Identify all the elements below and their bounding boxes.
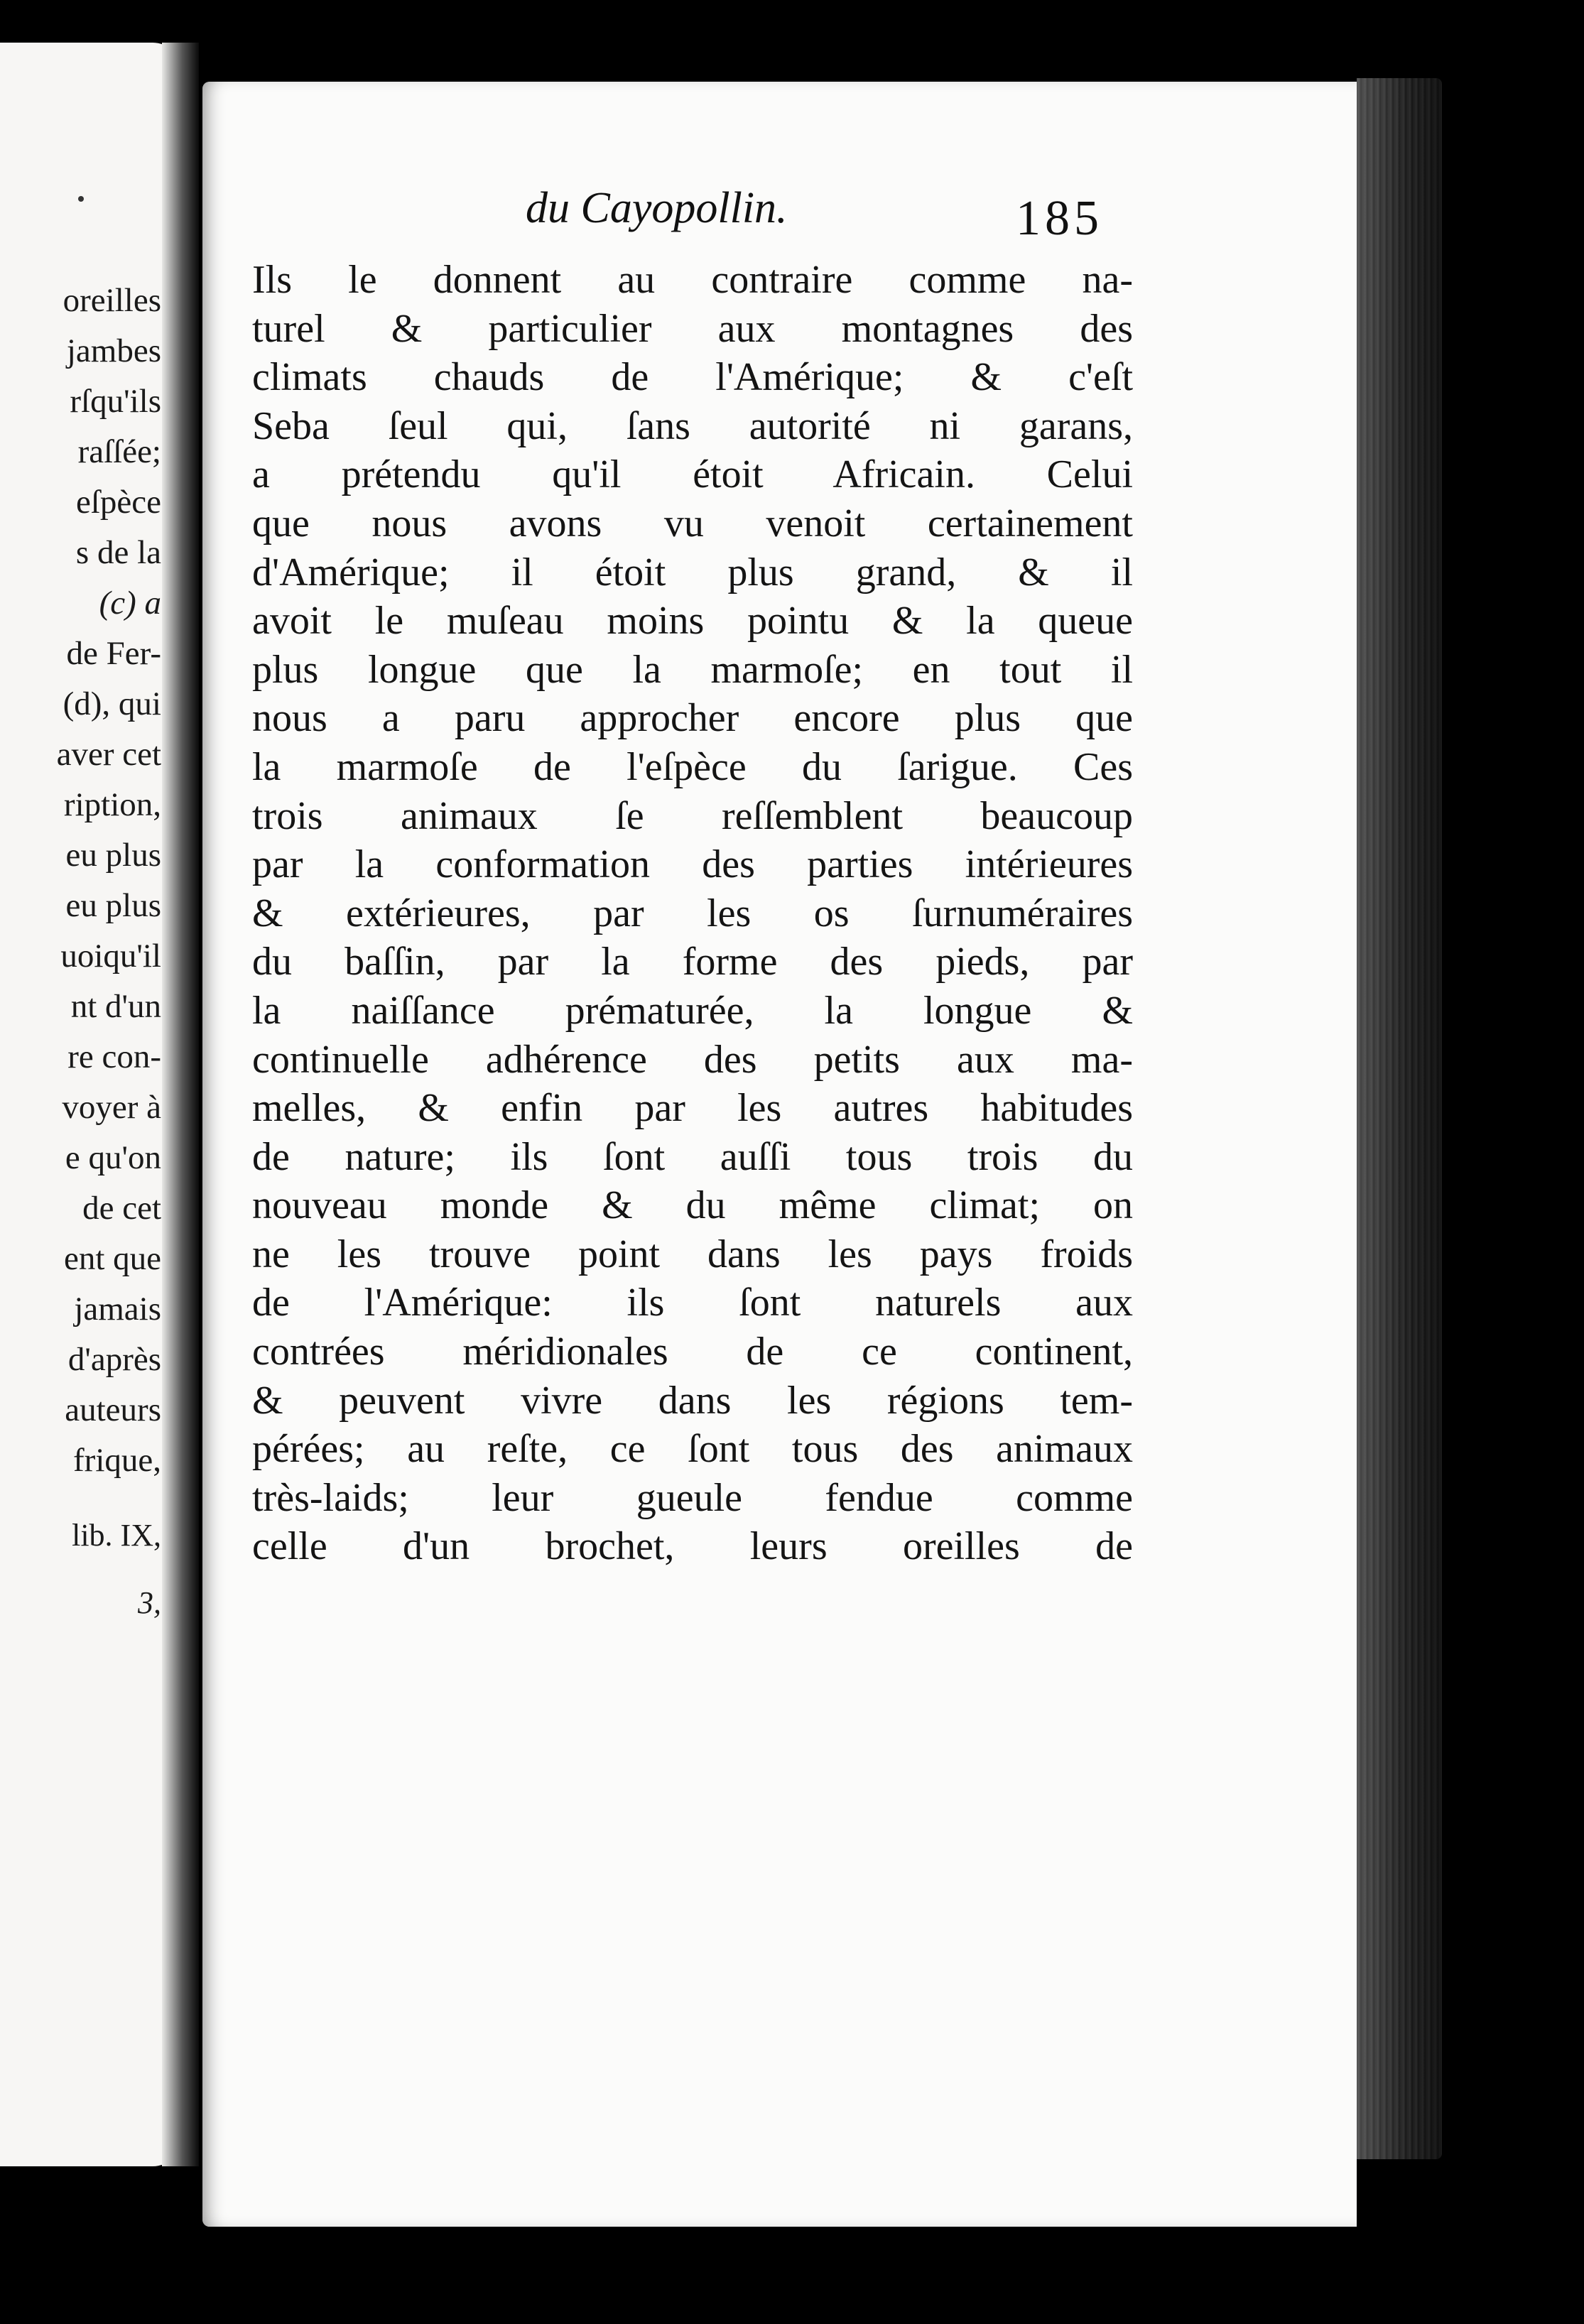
book-gutter xyxy=(162,43,199,2166)
left-page-line: voyer à xyxy=(62,1089,161,1126)
text-line: a prétendu qu'il étoit Africain. Celui xyxy=(252,452,1133,497)
body-text xyxy=(252,256,1133,1571)
left-page-line: (c) a xyxy=(99,585,161,621)
text-line: d'Amérique; il étoit plus grand, & il xyxy=(252,550,1133,594)
text-line: Seba ſeul qui, ſans autorité ni garans, xyxy=(252,403,1133,448)
left-page-line: e qu'on xyxy=(65,1139,161,1176)
text-line: ne les trouve point dans les pays froids xyxy=(252,1232,1133,1276)
text-line: contrées méridionales de ce continent, xyxy=(252,1330,1133,1374)
left-page-line: jamais xyxy=(74,1291,161,1327)
text-line: nous a paru approcher encore plus que xyxy=(252,696,1133,741)
left-page-line: d'après xyxy=(67,1341,161,1378)
left-page-line: nt d'un xyxy=(70,988,161,1025)
left-page-line: eſpèce xyxy=(75,484,161,521)
left-page-line: aver cet xyxy=(56,736,161,773)
text-line: celle d'un brochet, leurs oreilles de xyxy=(252,1524,1133,1569)
left-page-line: rſqu'ils xyxy=(70,383,161,420)
text-line: de l'Amérique: ils ſont naturels aux xyxy=(252,1281,1133,1325)
text-line: de nature; ils ſont auſſi tous trois du xyxy=(252,1134,1133,1179)
left-page-line: (d), qui xyxy=(63,685,161,722)
text-line: la marmoſe de l'eſpèce du ſarigue. Ces xyxy=(252,744,1133,789)
page-number: 185 xyxy=(1016,191,1103,246)
left-page-line: auteurs xyxy=(65,1391,161,1428)
text-line: avoit le muſeau moins pointu & la queue xyxy=(252,599,1133,644)
left-page-line: jambes xyxy=(66,332,161,369)
text-line: pérées; au reſte, ce ſont tous des animaux xyxy=(252,1427,1133,1472)
left-page-line: s de la xyxy=(75,534,161,571)
left-page-line: raſſée; xyxy=(77,433,161,470)
left-page-line: frique, xyxy=(73,1442,161,1479)
left-page xyxy=(0,43,181,2166)
text-line: la naiſſance prématurée, la longue & xyxy=(252,988,1133,1033)
text-line: du baſſin, par la forme des pieds, par xyxy=(252,940,1133,984)
text-line: turel & particulier aux montagnes des xyxy=(252,306,1133,351)
text-line: continuelle adhérence des petits aux ma- xyxy=(252,1037,1133,1082)
left-page-line: ent que xyxy=(63,1240,161,1277)
left-page-footnote: lib. IX, xyxy=(72,1518,161,1553)
left-page-line: ription, xyxy=(63,786,161,823)
text-line: & extérieures, par les os ſurnuméraires xyxy=(252,891,1133,935)
left-page-line: eu plus xyxy=(65,887,161,924)
left-page-footnote: 3, xyxy=(138,1585,161,1620)
text-line: trois animaux ſe reſſemblent beaucoup xyxy=(252,793,1133,838)
text-line: par la conformation des parties intérieures xyxy=(252,842,1133,887)
text-line: plus longue que la marmoſe; en tout il xyxy=(252,647,1133,692)
text-line: Ils le donnent au contraire comme na- xyxy=(252,258,1133,302)
left-page-line: re con- xyxy=(67,1038,161,1075)
text-line: & peuvent vivre dans les régions tem- xyxy=(252,1378,1133,1423)
left-page-line: de cet xyxy=(82,1190,161,1227)
text-line: climats chauds de l'Amérique; & c'eſt xyxy=(252,355,1133,400)
running-head: du Cayopollin. xyxy=(526,184,788,232)
ink-mark xyxy=(78,196,84,202)
left-page-line: de Fer- xyxy=(66,635,161,672)
text-line: melles, & enfin par les autres habitudes xyxy=(252,1086,1133,1131)
left-page-line: eu plus xyxy=(65,837,161,874)
page-edges-shadow xyxy=(1357,78,1442,2159)
left-page-line: uoiqu'il xyxy=(60,938,161,974)
left-page-line: oreilles xyxy=(63,282,161,319)
text-line: que nous avons vu venoit certainement xyxy=(252,501,1133,545)
text-line: nouveau monde & du même climat; on xyxy=(252,1183,1133,1228)
text-line: très-laids; leur gueule fendue comme xyxy=(252,1475,1133,1520)
